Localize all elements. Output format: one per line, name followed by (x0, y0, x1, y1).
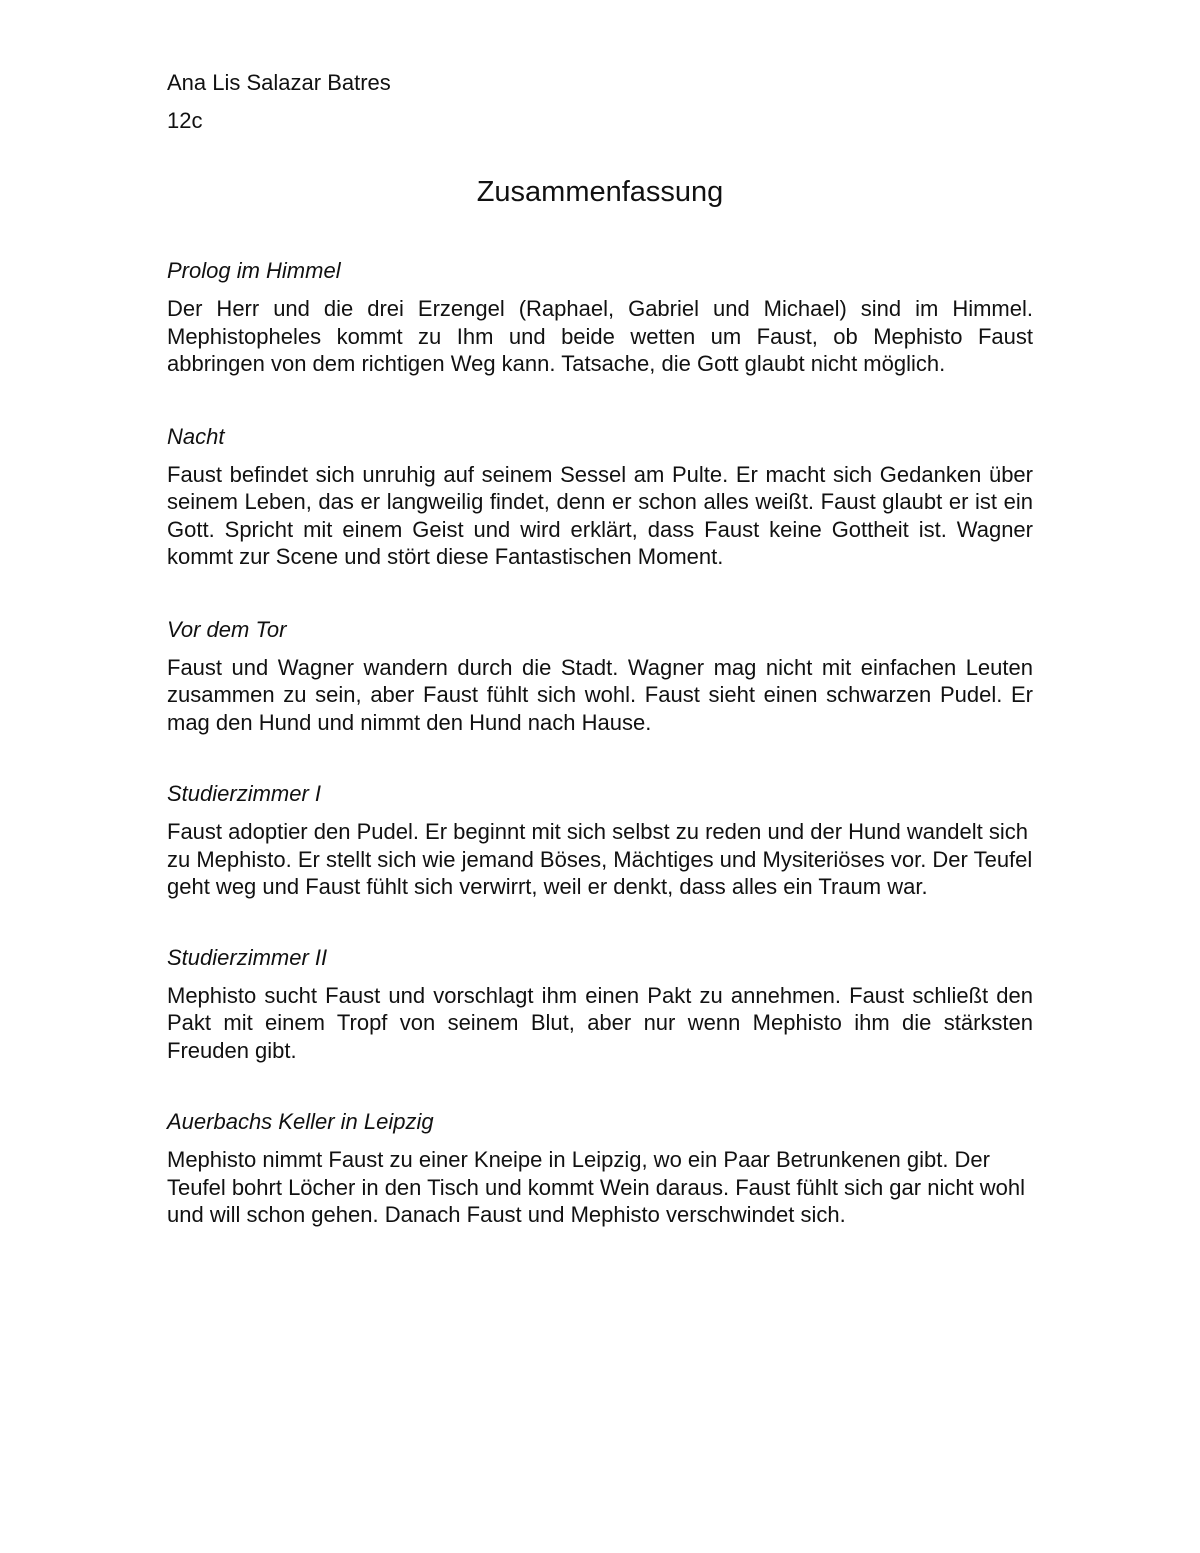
section-body: Der Herr und die drei Erzengel (Raphael, Gabriel und Michael) sind im Himmel. Mephistopheles kommt zu Ihm und beide wetten um Faust, ob Mephisto Faust abbringen von dem richtigen Weg kann. Tatsache, die Gott glaubt nicht möglich. (167, 296, 1033, 376)
author-name: Ana Lis Salazar Batres (167, 70, 391, 95)
section-studierzimmer-1 (167, 780, 1033, 901)
section-body: Mephisto nimmt Faust zu einer Kneipe in Leipzig, wo ein Paar Betrunkenen gibt. Der Teufel bohrt Löcher in den Tisch und kommt Wein daraus. Faust fühlt sich gar nicht wohl und will schon gehen. Danach Faust und Mephisto verschwindet sich. (167, 1147, 1026, 1227)
document-title: Zusammenfassung (476, 176, 724, 208)
section-heading: Vor dem Tor (167, 616, 287, 642)
section-heading: Prolog im Himmel (167, 258, 341, 283)
section-body: Mephisto sucht Faust und vorschlagt ihm einen Pakt zu annehmen. Faust schließt den Pakt mit einem Tropf von seinem Blut, aber nur wenn Mephisto ihm die stärksten Freuden gibt. (167, 982, 1033, 1063)
section-nacht (167, 423, 1033, 571)
section-studierzimmer-2 (167, 944, 1033, 1065)
section-auerbachs-keller (167, 1108, 1033, 1229)
document-page (167, 68, 1033, 1229)
section-vor-dem-tor (167, 616, 1033, 737)
section-heading: Nacht (167, 423, 225, 449)
section-body: Faust und Wagner wandern durch die Stadt. Wagner mag nicht mit einfachen Leuten zusammen zu sein, aber Faust fühlt sich wohl. Faust sieht einen schwarzen Pudel. Er mag den Hund und nimmt den Hund nach Hause. (167, 654, 1033, 735)
section-heading: Auerbachs Keller in Leipzig (167, 1109, 434, 1134)
section-heading: Studierzimmer II (167, 944, 328, 970)
section-body: Faust adoptier den Pudel. Er beginnt mit sich selbst zu reden und der Hund wandelt sich zu Mephisto. Er stellt sich wie jemand Böses, Mächtiges und Mysiteriöses vor. Der Teufel geht weg und Faust fühlt sich verwirrt, weil er denkt, dass alles ein Traum war. (167, 819, 1033, 899)
class-label: 12c (167, 108, 203, 133)
section-heading: Studierzimmer I (167, 781, 322, 806)
section-prolog-im-himmel (167, 257, 1033, 378)
section-body: Faust befindet sich unruhig auf seinem Sessel am Pulte. Er macht sich Gedanken über seinem Leben, das er langweilig findet, denn er schon alles weißt. Faust glaubt er ist ein Gott. Spricht mit einem Geist und wird erklärt, dass Faust keine Gottheit ist. Wagner kommt zur Scene und stört diese Fantastischen Moment. (167, 461, 1033, 569)
